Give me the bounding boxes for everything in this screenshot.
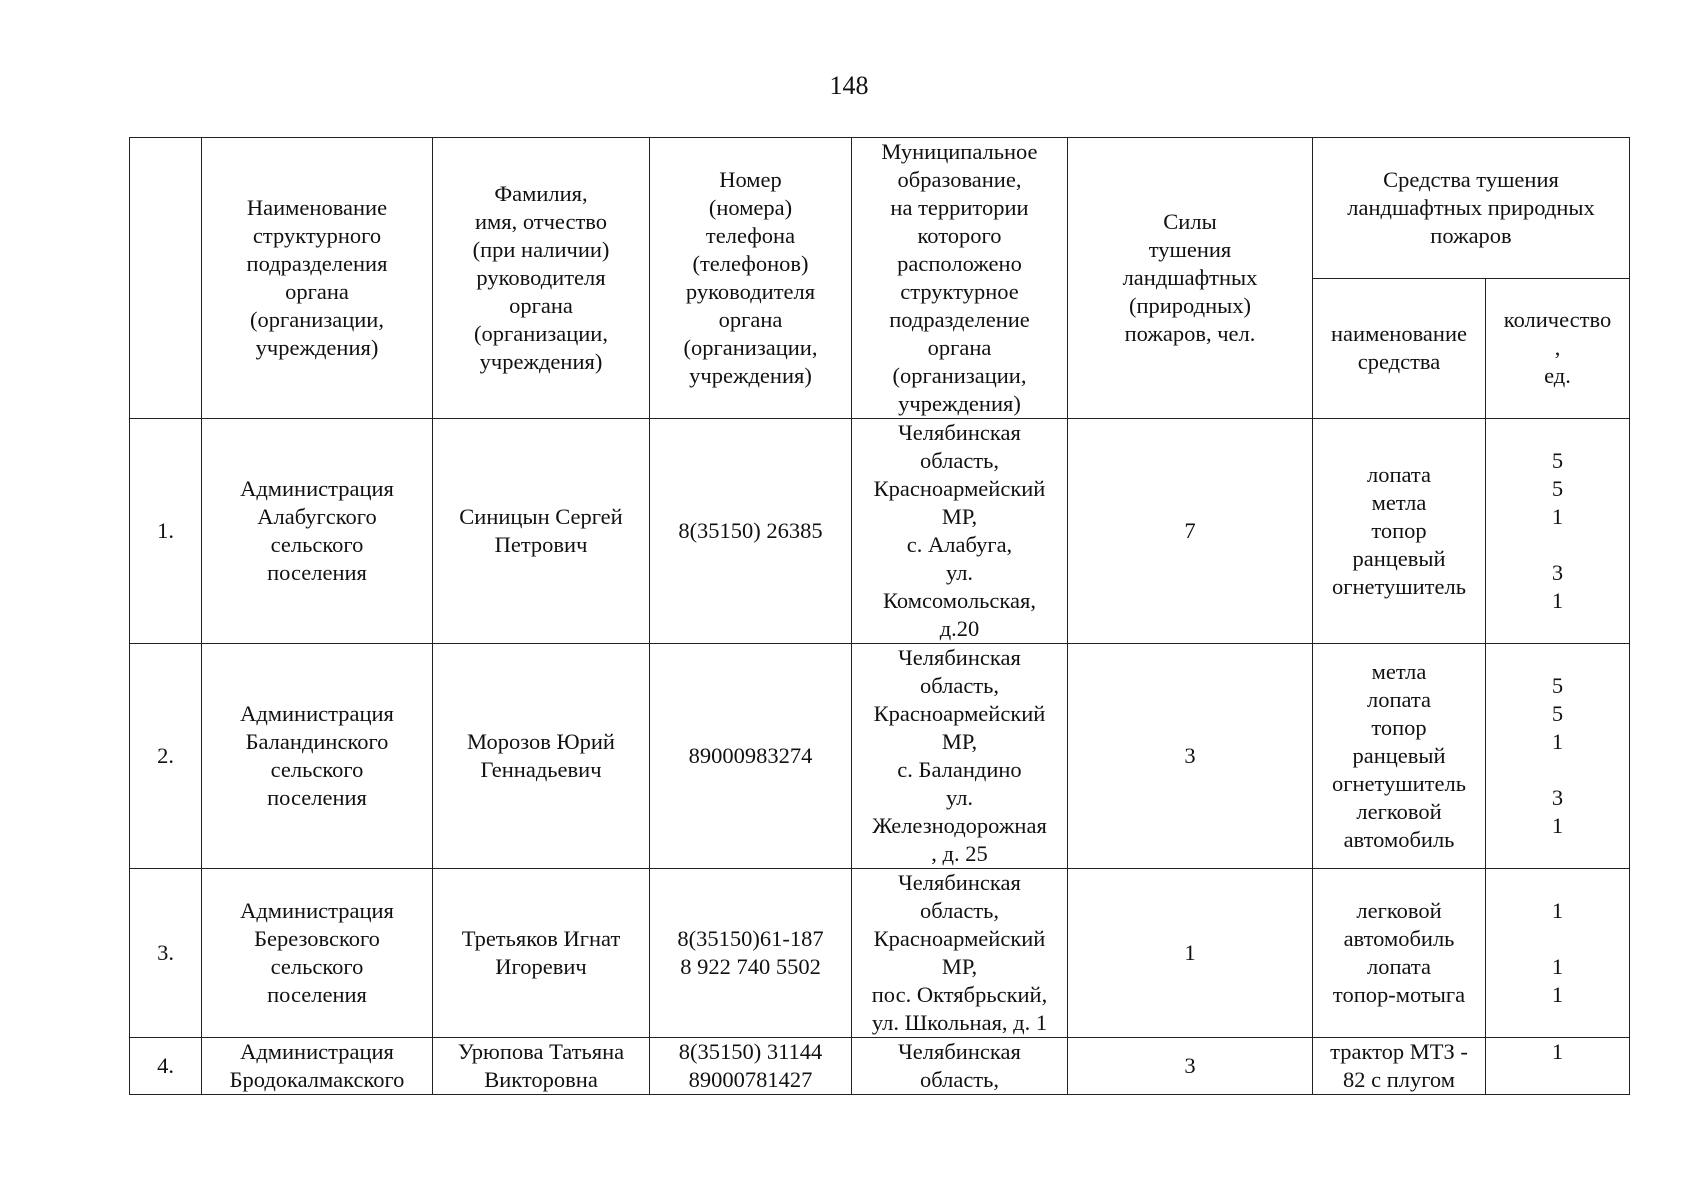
cell-line: ул. Школьная, д. 1: [871, 1010, 1048, 1035]
cell-line: Администрация: [240, 1039, 394, 1064]
cell-line: структурное: [900, 279, 1019, 304]
cell-line: трактор МТЗ -: [1330, 1039, 1468, 1064]
cell-line: Номер: [719, 167, 782, 192]
cell-line: сельского: [270, 954, 364, 979]
cell-line: 3: [1551, 560, 1564, 585]
cell-num: [130, 419, 202, 644]
cell-line: Баландинского: [245, 729, 389, 754]
cell-municipality: [852, 1038, 1068, 1095]
cell-line: Красноармейский: [873, 926, 1046, 951]
cell-line: пос. Октябрьский,: [871, 982, 1048, 1007]
cell-line: Березовского: [254, 926, 380, 951]
page-number: 148: [829, 71, 869, 100]
cell-line: (организации,: [250, 307, 384, 332]
row-unit: [208, 1038, 426, 1094]
cell-means-name: [1313, 1038, 1486, 1095]
row-means-name: [1319, 658, 1479, 854]
cell-line: огнетушитель: [1332, 771, 1466, 796]
cell-means-name: [1313, 869, 1486, 1038]
header-unit-text: [208, 194, 426, 362]
cell-forces: [1068, 644, 1313, 869]
cell-line: д.20: [939, 616, 980, 641]
row-phone: [656, 742, 845, 770]
table-row: [130, 419, 1630, 644]
cell-line: (при наличии): [472, 237, 610, 262]
row-means-name: [1319, 461, 1479, 601]
cell-line: область,: [919, 1067, 1000, 1092]
row-unit: [208, 700, 426, 812]
cell-line: руководителя: [476, 265, 606, 290]
cell-line: ул.: [945, 560, 974, 585]
cell-head: [433, 1038, 650, 1095]
row-head: [439, 925, 643, 981]
cell-line: 8 922 740 5502: [680, 954, 821, 979]
cell-line: лопата: [1366, 687, 1432, 712]
row-head: [439, 503, 643, 559]
cell-line: Третьяков Игнат: [461, 926, 621, 951]
cell-line: лопата: [1366, 954, 1432, 979]
cell-line: топор: [1371, 715, 1427, 740]
row-means-name: [1319, 897, 1479, 1009]
cell-line: средства: [1357, 349, 1441, 375]
row-means-name: [1319, 1038, 1479, 1094]
cell-line: подразделения: [246, 251, 388, 276]
cell-line: область,: [919, 673, 1000, 698]
cell-forces: [1068, 1038, 1313, 1095]
row-unit: [208, 897, 426, 1009]
cell-line: Викторовна: [484, 1067, 598, 1092]
cell-line: 8(35150) 26385: [678, 518, 823, 543]
table-row: [130, 869, 1630, 1038]
cell-line: Челябинская: [898, 420, 1021, 445]
cell-line: 1: [1551, 898, 1564, 923]
header-phone-text: [656, 166, 845, 390]
cell-line: 82 с плугом: [1343, 1067, 1455, 1092]
row-forces: 1: [1184, 940, 1196, 965]
cell-line: наименование: [1331, 321, 1467, 347]
cell-line: (природных): [1128, 293, 1252, 318]
cell-line: 8(35150)61-187: [677, 926, 824, 951]
row-num: 4.: [157, 1053, 174, 1078]
header-unit: [202, 138, 433, 419]
cell-line: топор: [1371, 518, 1427, 543]
cell-line: Игоревич: [495, 954, 587, 979]
cell-line: 1: [1551, 729, 1564, 754]
cell-line: Синицын Сергей: [459, 504, 623, 529]
row-phone: [656, 925, 845, 981]
header-head-text: [439, 180, 643, 376]
row-phone: [656, 517, 845, 545]
row-head: [439, 1038, 643, 1094]
cell-line: учреждения): [898, 391, 1021, 416]
cell-line: Комсомольская,: [883, 588, 1036, 613]
header-num: [130, 138, 202, 419]
cell-unit: [202, 869, 433, 1038]
cell-line: с. Баландино: [897, 757, 1022, 782]
cell-line: тушения: [1148, 237, 1232, 262]
cell-line: Урюпова Татьяна: [457, 1039, 625, 1064]
cell-line: автомобиль: [1343, 926, 1455, 951]
cell-line: 5: [1551, 476, 1564, 501]
cell-line: область,: [919, 448, 1000, 473]
row-forces: 3: [1184, 743, 1196, 768]
row-forces: 7: [1184, 518, 1196, 543]
cell-phone: [650, 419, 852, 644]
cell-unit: [202, 644, 433, 869]
cell-line: 5: [1551, 673, 1564, 698]
cell-line: ранцевый: [1352, 546, 1446, 571]
cell-line: поселения: [267, 785, 367, 810]
cell-line: руководителя: [685, 279, 816, 304]
cell-num: [130, 644, 202, 869]
cell-line: [1492, 531, 1623, 559]
fire-means-table: [129, 137, 1630, 1095]
header-means-group-text: [1319, 166, 1623, 250]
cell-forces: [1068, 869, 1313, 1038]
cell-line: (организации,: [683, 335, 818, 360]
cell-line: с. Алабуга,: [906, 532, 1013, 557]
cell-line: на территории: [890, 195, 1029, 220]
cell-line: огнетушитель: [1332, 574, 1466, 599]
row-num: 2.: [157, 743, 174, 768]
cell-municipality: [852, 419, 1068, 644]
cell-means-qty: [1486, 419, 1630, 644]
header-means-qty-text: [1492, 306, 1623, 390]
cell-line: сельского: [270, 757, 364, 782]
cell-line: легковой: [1356, 799, 1442, 824]
cell-line: легковой: [1356, 898, 1442, 923]
cell-line: ,: [1554, 335, 1561, 361]
cell-line: структурного: [252, 223, 382, 248]
cell-line: которого: [917, 223, 1002, 248]
cell-line: МР,: [941, 954, 978, 979]
cell-line: Силы: [1163, 209, 1217, 234]
row-means-qty: [1492, 672, 1623, 840]
cell-line: Челябинская: [898, 1039, 1021, 1064]
cell-line: область,: [919, 898, 1000, 923]
cell-line: (телефонов): [692, 251, 809, 276]
cell-line: метла: [1371, 659, 1427, 684]
row-forces: 3: [1184, 1053, 1196, 1078]
cell-line: 8(35150) 31144: [678, 1039, 823, 1064]
cell-line: телефона: [705, 223, 796, 248]
row-unit: [208, 475, 426, 587]
cell-line: поселения: [267, 560, 367, 585]
cell-line: пожаров: [1430, 222, 1512, 248]
row-municipality: [858, 869, 1061, 1037]
cell-line: пожаров, чел.: [1124, 321, 1256, 346]
table-row: [130, 644, 1630, 869]
cell-municipality: [852, 869, 1068, 1038]
cell-line: 1: [1551, 588, 1564, 613]
cell-line: ландшафтных природных: [1347, 194, 1595, 220]
cell-line: органа: [509, 293, 573, 318]
cell-line: Муниципальное: [881, 139, 1038, 164]
cell-municipality: [852, 644, 1068, 869]
cell-line: 5: [1551, 448, 1564, 473]
cell-line: сельского: [270, 532, 364, 557]
cell-head: [433, 644, 650, 869]
cell-line: Администрация: [240, 476, 394, 501]
cell-line: [1492, 756, 1623, 784]
cell-line: 89000983274: [688, 743, 813, 768]
cell-line: количество: [1503, 307, 1612, 333]
row-phone: [656, 1038, 845, 1094]
cell-line: 1: [1551, 813, 1564, 838]
cell-line: (номера): [708, 195, 793, 220]
header-head: [433, 138, 650, 419]
header-forces-text: [1074, 208, 1306, 348]
cell-line: поселения: [267, 982, 367, 1007]
cell-line: Геннадьевич: [480, 757, 602, 782]
cell-line: , д. 25: [931, 841, 988, 866]
cell-num: [130, 869, 202, 1038]
cell-line: подразделение: [889, 307, 1030, 332]
cell-line: автомобиль: [1343, 827, 1455, 852]
cell-line: Фамилия,: [494, 181, 588, 206]
cell-num: [130, 1038, 202, 1095]
cell-means-name: [1313, 419, 1486, 644]
cell-line: 1: [1551, 1039, 1564, 1064]
cell-head: [433, 419, 650, 644]
cell-line: (организации,: [892, 363, 1027, 388]
cell-line: ул.: [945, 785, 974, 810]
cell-line: лопата: [1366, 462, 1432, 487]
cell-line: Железнодорожная: [872, 813, 1047, 838]
cell-line: учреждения): [689, 363, 812, 388]
row-num: 1.: [157, 518, 174, 543]
row-municipality: [858, 419, 1061, 643]
cell-line: (организации,: [474, 321, 608, 346]
header-municipality-text: [858, 138, 1061, 418]
table-row: [130, 1038, 1630, 1095]
row-num: 3.: [157, 940, 174, 965]
cell-line: 1: [1551, 954, 1564, 979]
cell-means-qty: [1486, 869, 1630, 1038]
cell-line: топор-мотыга: [1332, 982, 1466, 1007]
cell-line: Челябинская: [898, 645, 1021, 670]
cell-means-qty: [1486, 644, 1630, 869]
header-municipality: [852, 138, 1068, 419]
cell-line: Средства тушения: [1383, 166, 1559, 192]
cell-line: [1492, 925, 1623, 953]
cell-line: Красноармейский: [873, 476, 1046, 501]
cell-line: 1: [1551, 504, 1564, 529]
cell-line: метла: [1371, 490, 1427, 515]
cell-line: Петрович: [494, 532, 588, 557]
cell-phone: [650, 644, 852, 869]
row-means-qty: [1492, 897, 1623, 1009]
cell-line: Бродокалмакского: [229, 1067, 405, 1092]
row-municipality: [858, 644, 1061, 868]
cell-line: Морозов Юрий: [467, 729, 615, 754]
row-head: [439, 728, 643, 784]
cell-phone: [650, 1038, 852, 1095]
cell-head: [433, 869, 650, 1038]
cell-unit: [202, 1038, 433, 1095]
cell-phone: [650, 869, 852, 1038]
cell-line: [1492, 1066, 1623, 1094]
cell-line: 1: [1551, 982, 1564, 1007]
cell-line: учреждения): [479, 349, 603, 374]
cell-line: 5: [1551, 701, 1564, 726]
cell-line: ед.: [1544, 363, 1571, 389]
header-means-name-text: [1319, 320, 1479, 376]
cell-forces: [1068, 419, 1313, 644]
cell-line: органа: [718, 307, 783, 332]
cell-line: учреждения): [255, 335, 379, 360]
header-means-qty: [1486, 278, 1630, 419]
row-municipality: [858, 1038, 1061, 1094]
cell-line: 89000781427: [688, 1067, 813, 1092]
cell-line: Администрация: [240, 701, 394, 726]
cell-line: Наименование: [246, 195, 388, 220]
cell-line: образование,: [897, 167, 1022, 192]
cell-line: Алабугского: [257, 504, 377, 529]
cell-line: имя, отчество: [474, 209, 608, 234]
cell-line: МР,: [941, 729, 978, 754]
header-means-name: [1313, 278, 1486, 419]
header-phone: [650, 138, 852, 419]
cell-line: расположено: [897, 251, 1022, 276]
header-means-group: [1313, 138, 1630, 279]
cell-means-qty: [1486, 1038, 1630, 1095]
cell-means-name: [1313, 644, 1486, 869]
cell-line: органа: [927, 335, 992, 360]
cell-line: ландшафтных: [1122, 265, 1258, 290]
row-means-qty: [1492, 1038, 1623, 1094]
header-forces: [1068, 138, 1313, 419]
cell-unit: [202, 419, 433, 644]
cell-line: органа: [285, 279, 349, 304]
cell-line: Администрация: [240, 898, 394, 923]
cell-line: Челябинская: [898, 870, 1021, 895]
cell-line: 3: [1551, 785, 1564, 810]
cell-line: Красноармейский: [873, 701, 1046, 726]
cell-line: МР,: [941, 504, 978, 529]
row-means-qty: [1492, 447, 1623, 615]
cell-line: ранцевый: [1352, 743, 1446, 768]
